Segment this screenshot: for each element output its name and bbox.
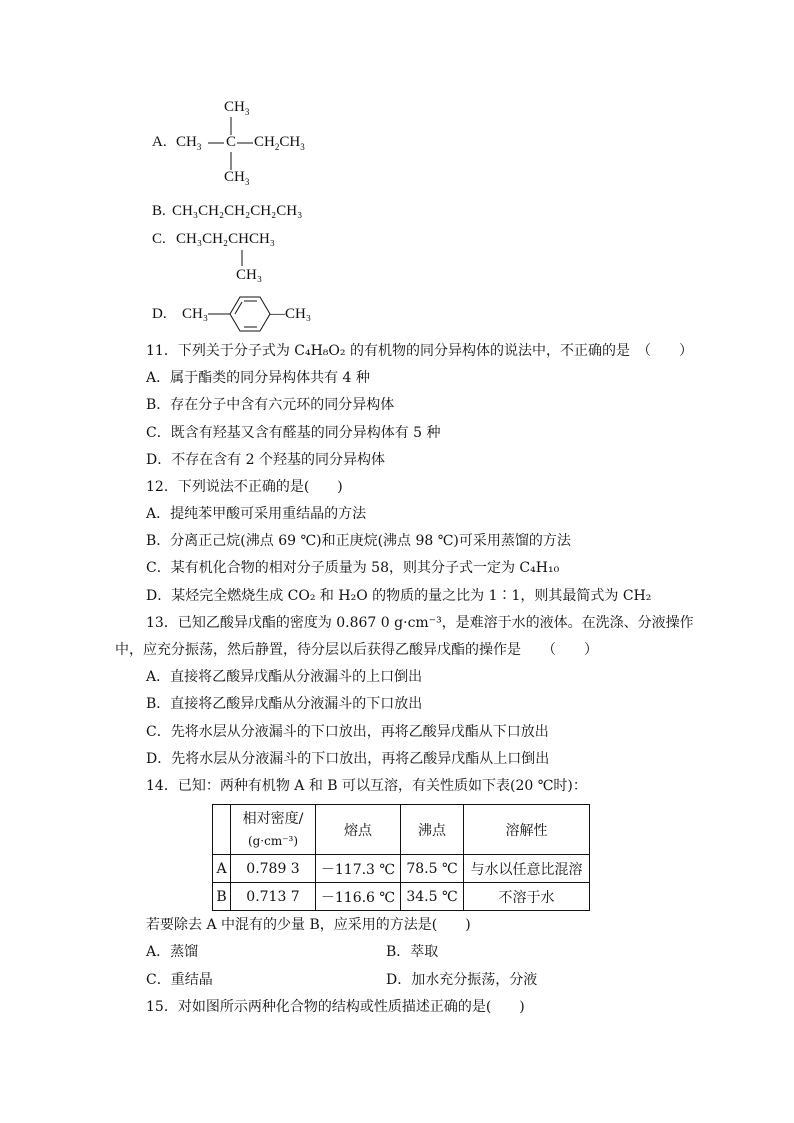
option-d-right-methyl: —CH₃ xyxy=(270,306,312,322)
table-row xyxy=(213,855,590,883)
formula-right-ethyl: $CH_2CH_3$ xyxy=(254,134,305,152)
q14-stem: 14．已知：两种有机物 A 和 B 可以互溶，有关性质如下表(20 ℃时)： xyxy=(146,778,587,794)
q13-option-c: C．先将水层从分液漏斗的下口放出，再将乙酸异戊酯从下口放出 xyxy=(146,724,549,740)
q14-option-d: D．加水充分振荡，分液 xyxy=(386,972,538,988)
table-cell-name: B xyxy=(213,883,231,911)
q12-option-c: C．某有机化合物的相对分子质量为 58，则其分子式一定为 C₄H₁₀ xyxy=(146,560,560,576)
table-cell-density: 0.713 7 xyxy=(231,883,316,911)
benzene-ring-icon xyxy=(0,0,794,340)
q13-option-b: B．直接将乙酸异戊酯从分液漏斗的下口放出 xyxy=(146,696,423,712)
table-cell-melting-point: －116.6 ℃ xyxy=(316,883,401,911)
table-header-solubility: 溶解性 xyxy=(464,805,590,855)
option-a-label: A. xyxy=(152,134,167,150)
formula-left-methyl: $CH_3$ xyxy=(176,134,202,152)
q11-stem: 11．下列关于分子式为 C₄H₈O₂ 的有机物的同分异构体的说法中，不正确的是 （ ） xyxy=(146,343,693,359)
q13-stem-line2: 中，应充分振荡，然后静置，待分层以后获得乙酸异戊酯的操作是 （ ） xyxy=(115,642,598,658)
table-cell-solubility: 与水以任意比混溶 xyxy=(464,855,590,883)
option-c-formula: CH₃CH₂CHCH₃ xyxy=(176,231,276,247)
table-cell-density: 0.789 3 xyxy=(231,855,316,883)
table-cell-boiling-point: 78.5 ℃ xyxy=(401,855,464,883)
q12-option-b: B．分离正己烷(沸点 69 ℃)和正庚烷(沸点 98 ℃)可采用蒸馏的方法 xyxy=(146,533,571,549)
table-header-row xyxy=(213,805,590,855)
table-header-boiling-point: 沸点 xyxy=(401,805,464,855)
q15-stem: 15．对如图所示两种化合物的结构或性质描述正确的是( ) xyxy=(146,999,525,1015)
q11-option-b: B．存在分子中含有六元环的同分异构体 xyxy=(146,397,395,413)
q11-option-c: C．既含有羟基又含有醛基的同分异构体有 5 种 xyxy=(146,425,441,441)
q12-stem: 12．下列说法不正确的是( ) xyxy=(146,479,343,495)
q11-option-a: A．属于酯类的同分异构体共有 4 种 xyxy=(146,370,370,386)
q13-stem-line1: 13．已知乙酸异戊酯的密度为 0.867 0 g·cm⁻³，是难溶于水的液体。在洗涤、分液操作 xyxy=(146,615,694,631)
q12-option-a: A．提纯苯甲酸可采用重结晶的方法 xyxy=(146,506,367,522)
q14-question: 若要除去 A 中混有的少量 B，应采用的方法是( ) xyxy=(146,917,471,933)
table-row xyxy=(213,883,590,911)
q14-option-c: C．重结晶 xyxy=(146,972,213,988)
formula-bottom-methyl: $CH_3$ xyxy=(224,169,250,187)
table-cell-boiling-point: 34.5 ℃ xyxy=(401,883,464,911)
table-cell-melting-point: －117.3 ℃ xyxy=(316,855,401,883)
q12-option-d: D．某烃完全燃烧生成 CO₂ 和 H₂O 的物质的量之比为 1∶1，则其最简式为 CH₂ xyxy=(146,588,652,604)
formula-center-carbon: C xyxy=(226,134,237,150)
table-header-blank xyxy=(213,805,231,855)
option-d-label: D. xyxy=(152,306,167,322)
q14-option-a: A．蒸馏 xyxy=(146,944,199,960)
option-c-branch: CH₃ xyxy=(236,267,263,283)
table-cell-name: A xyxy=(213,855,231,883)
option-c-label: C. xyxy=(152,231,166,247)
option-b-formula: CH₃CH₂CH₂CH₂CH₃ xyxy=(172,203,303,219)
q13-option-a: A．直接将乙酸异戊酯从分液漏斗的上口倒出 xyxy=(146,669,423,685)
option-b-label: B. xyxy=(152,203,166,219)
q13-option-d: D．先将水层从分液漏斗的下口放出，再将乙酸异戊酯从上口倒出 xyxy=(146,751,550,767)
table-header-density: 相对密度/ (g·cm⁻³) xyxy=(231,805,316,855)
formula-top-methyl: $CH_3$ xyxy=(224,99,250,117)
q14-option-b: B．萃取 xyxy=(386,944,439,960)
table-cell-solubility: 不溶于水 xyxy=(464,883,590,911)
option-d-left-methyl: CH₃ xyxy=(182,306,209,322)
q11-option-d: D．不存在含有 2 个羟基的同分异构体 xyxy=(146,452,386,468)
properties-table xyxy=(212,804,590,911)
table-header-melting-point: 熔点 xyxy=(316,805,401,855)
